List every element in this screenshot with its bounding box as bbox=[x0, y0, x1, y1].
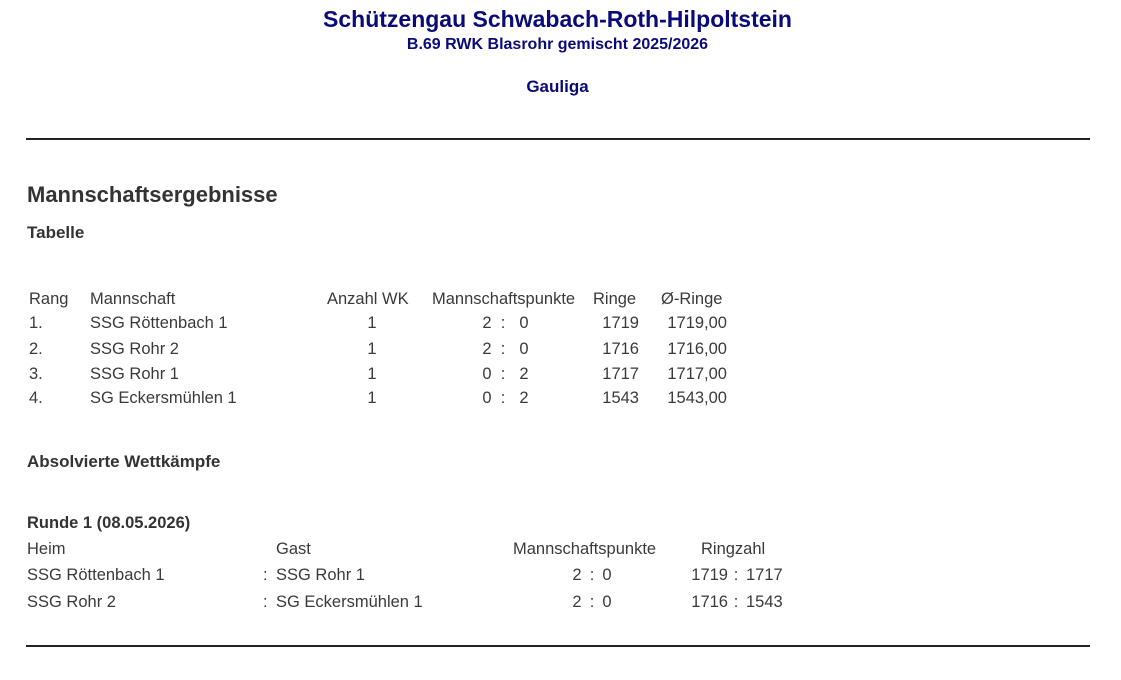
points-home: 2 bbox=[572, 593, 582, 611]
rings: 1716 bbox=[602, 340, 639, 358]
col-rang: Rang bbox=[29, 290, 69, 308]
rings-home: 1719 bbox=[691, 566, 728, 584]
rings: 1543 bbox=[602, 389, 639, 407]
team-name: SG Eckersmühlen 1 bbox=[90, 389, 237, 407]
points-guest: 0 bbox=[602, 566, 612, 584]
points-separator: : bbox=[500, 389, 506, 407]
section-title: Mannschaftsergebnisse bbox=[27, 182, 278, 207]
rings-separator: : bbox=[733, 566, 739, 584]
avg-rings: 1717,00 bbox=[667, 365, 727, 383]
rings-guest: 1543 bbox=[746, 593, 783, 611]
points-home: 2 bbox=[572, 566, 582, 584]
team-name: SSG Rohr 1 bbox=[90, 365, 179, 383]
col-ringzahl: Ringzahl bbox=[701, 540, 766, 558]
team-separator: : bbox=[263, 566, 268, 584]
competition-count: 1 bbox=[367, 314, 377, 332]
rings-separator: : bbox=[733, 593, 739, 611]
page-title: Schützengau Schwabach-Roth-Hilpoltstein bbox=[323, 6, 792, 32]
rank: 2. bbox=[29, 340, 43, 358]
home-team: SSG Rohr 2 bbox=[27, 593, 116, 611]
points-for: 2 bbox=[482, 314, 492, 332]
points-separator: : bbox=[500, 314, 506, 332]
points-guest: 0 bbox=[602, 593, 612, 611]
competition-count: 1 bbox=[367, 365, 377, 383]
bottom-divider bbox=[26, 645, 1090, 647]
col-mannschaftspunkte: Mannschaftspunkte bbox=[432, 290, 576, 308]
rank: 3. bbox=[29, 365, 43, 383]
page-subtitle: B.69 RWK Blasrohr gemischt 2025/2026 bbox=[406, 36, 709, 53]
rings: 1719 bbox=[602, 314, 639, 332]
home-team: SSG Röttenbach 1 bbox=[27, 566, 165, 584]
matches-heading: Absolvierte Wettkämpfe bbox=[27, 452, 221, 471]
col-avg-ringe: Ø-Ringe bbox=[661, 290, 723, 308]
rings: 1717 bbox=[602, 365, 639, 383]
col-mannschaftspunkte: Mannschaftspunkte bbox=[513, 540, 657, 558]
table-heading: Tabelle bbox=[27, 223, 85, 242]
team-name: SSG Rohr 2 bbox=[90, 340, 179, 358]
points-separator: : bbox=[500, 365, 506, 383]
rings-home: 1716 bbox=[691, 593, 728, 611]
competition-count: 1 bbox=[367, 389, 377, 407]
points-separator: : bbox=[500, 340, 506, 358]
team-separator: : bbox=[263, 593, 268, 611]
league-name: Gauliga bbox=[526, 77, 589, 96]
col-mannschaft: Mannschaft bbox=[90, 290, 176, 308]
competition-count: 1 bbox=[367, 340, 377, 358]
points-against: 0 bbox=[519, 340, 529, 358]
rank: 1. bbox=[29, 314, 43, 332]
guest-team: SSG Rohr 1 bbox=[276, 566, 365, 584]
guest-team: SG Eckersmühlen 1 bbox=[276, 593, 423, 611]
points-separator: : bbox=[589, 566, 595, 584]
points-against: 2 bbox=[519, 365, 529, 383]
col-anzahl-wk: Anzahl WK bbox=[327, 290, 409, 308]
top-divider bbox=[26, 138, 1090, 140]
col-heim: Heim bbox=[27, 540, 66, 558]
col-gast: Gast bbox=[276, 540, 311, 558]
avg-rings: 1543,00 bbox=[667, 389, 727, 407]
rank: 4. bbox=[29, 389, 43, 407]
round-title: Runde 1 (08.05.2026) bbox=[27, 514, 191, 532]
points-for: 0 bbox=[482, 365, 492, 383]
points-against: 0 bbox=[519, 314, 529, 332]
avg-rings: 1716,00 bbox=[667, 340, 727, 358]
rings-guest: 1717 bbox=[746, 566, 783, 584]
points-against: 2 bbox=[519, 389, 529, 407]
avg-rings: 1719,00 bbox=[667, 314, 727, 332]
points-for: 2 bbox=[482, 340, 492, 358]
points-for: 0 bbox=[482, 389, 492, 407]
col-ringe: Ringe bbox=[593, 290, 637, 308]
team-name: SSG Röttenbach 1 bbox=[90, 314, 228, 332]
points-separator: : bbox=[589, 593, 595, 611]
